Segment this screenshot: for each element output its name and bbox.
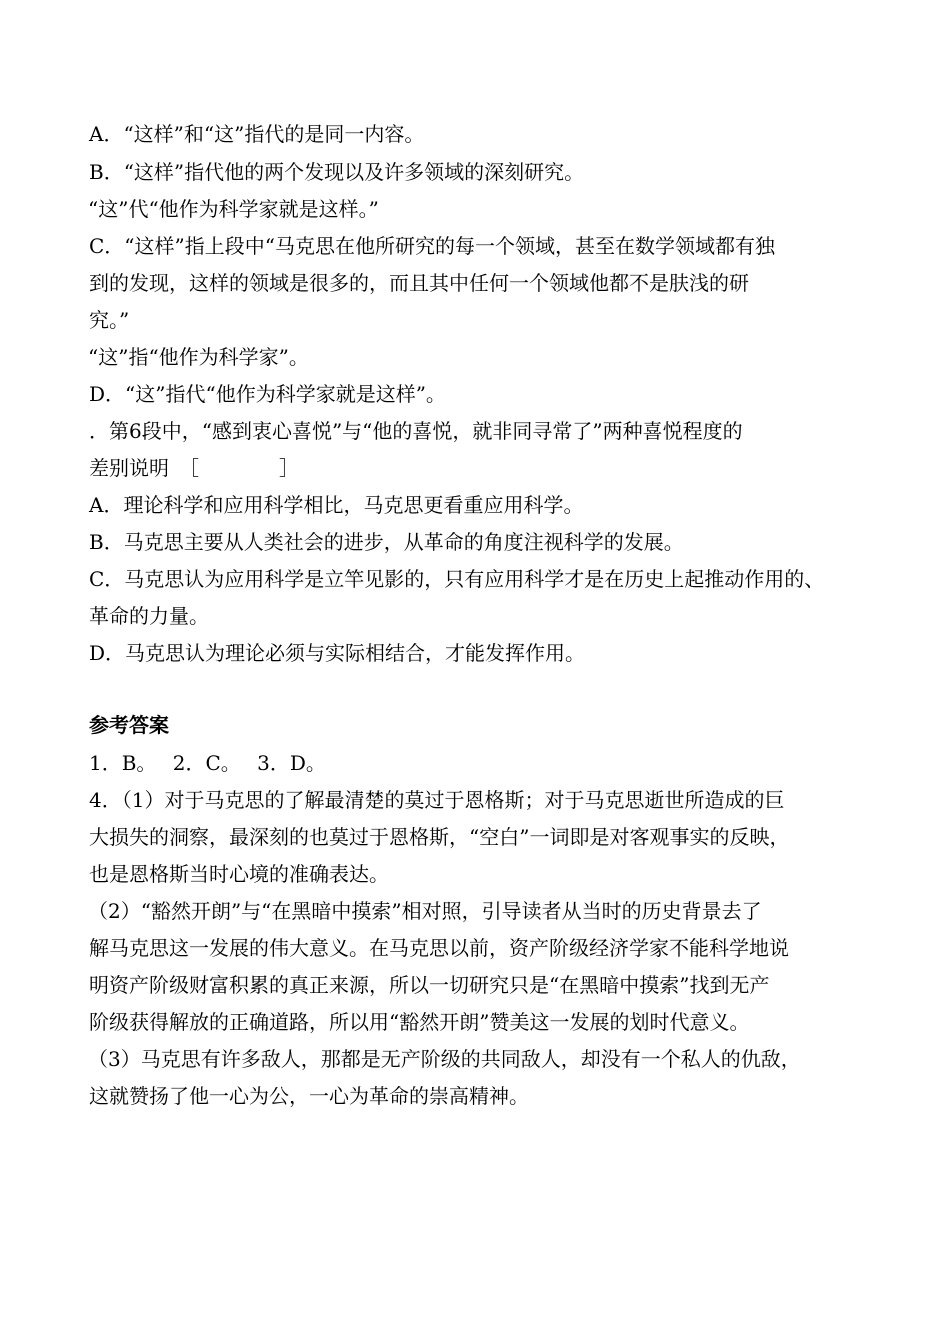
q6-option-c: C．马克思认为应用科学是立竿见影的，只有应用科学才是在历史上起推动作用的、 (89, 567, 825, 591)
option-c-continuation-3: “这”指“他作为科学家”。 (88, 345, 309, 369)
answer-4-part-3: （3）马克思有许多敌人，那都是无产阶级的共同敌人，却没有一个私人的仇敌， (88, 1047, 801, 1071)
answer-4-part-3-cont: 这就赞扬了他一心为公，一心为革命的崇高精神。 (89, 1084, 529, 1108)
q6-option-c-continuation: 革命的力量。 (89, 604, 209, 628)
answer-4-part-1: 4．（1）对于马克思的了解最清楚的莫过于恩格斯；对于马克思逝世所造成的巨 (89, 788, 785, 812)
answer-line-1: 1．B。 2．C。 3．D。 (89, 751, 326, 775)
q6-option-a: A．理论科学和应用科学相比，马克思更看重应用科学。 (89, 493, 584, 517)
option-a-line: A．“这样”和“这”指代的是同一内容。 (89, 122, 425, 146)
q6-option-b: B．马克思主要从人类社会的进步，从革命的角度注视科学的发展。 (89, 530, 684, 554)
answer-4-part-2-cont-1: 解马克思这一发展的伟大意义。在马克思以前，资产阶级经济学家不能科学地说 (89, 936, 789, 960)
question-6-stem: ．第6段中，“感到衷心喜悦”与“他的喜悦，就非同寻常了”两种喜悦程度的 (89, 419, 743, 443)
answer-4-part-1-cont-1: 大损失的洞察，最深刻的也莫过于恩格斯，“空白”一词即是对客观事实的反映， (89, 825, 790, 849)
q6-option-d: D．马克思认为理论必须与实际相结合，才能发挥作用。 (89, 641, 586, 665)
answer-4-part-2-cont-3: 阶级获得解放的正确道路，所以用“豁然开朗”赞美这一发展的划时代意义。 (89, 1010, 750, 1034)
option-b-continuation: “这”代“他作为科学家就是这样。” (88, 197, 379, 221)
question-6-stem-continuation: 差别说明 ［ ］ (89, 456, 299, 480)
answer-4-part-2: （2）“豁然开朗”与“在黑暗中摸索”相对照，引导读者从当时的历史背景去了 (88, 899, 762, 923)
option-d-line: D．“这”指代“他作为科学家就是这样”。 (89, 382, 446, 406)
answer-4-part-2-cont-2: 明资产阶级财富积累的真正来源，所以一切研究只是“在黑暗中摸索”找到无产 (89, 973, 770, 997)
option-c-line: C．“这样”指上段中“马克思在他所研究的每一个领域，甚至在数学领域都有独 (89, 234, 775, 258)
option-c-continuation-1: 到的发现，这样的领域是很多的，而且其中任何一个领域他都不是肤浅的研 (89, 271, 749, 295)
answers-heading: 参考答案 (89, 713, 169, 737)
answer-4-part-1-cont-2: 也是恩格斯当时心境的准确表达。 (89, 862, 389, 886)
option-c-continuation-2: 究。” (89, 308, 130, 332)
option-b-line: B．“这样”指代他的两个发现以及许多领域的深刻研究。 (89, 160, 585, 184)
